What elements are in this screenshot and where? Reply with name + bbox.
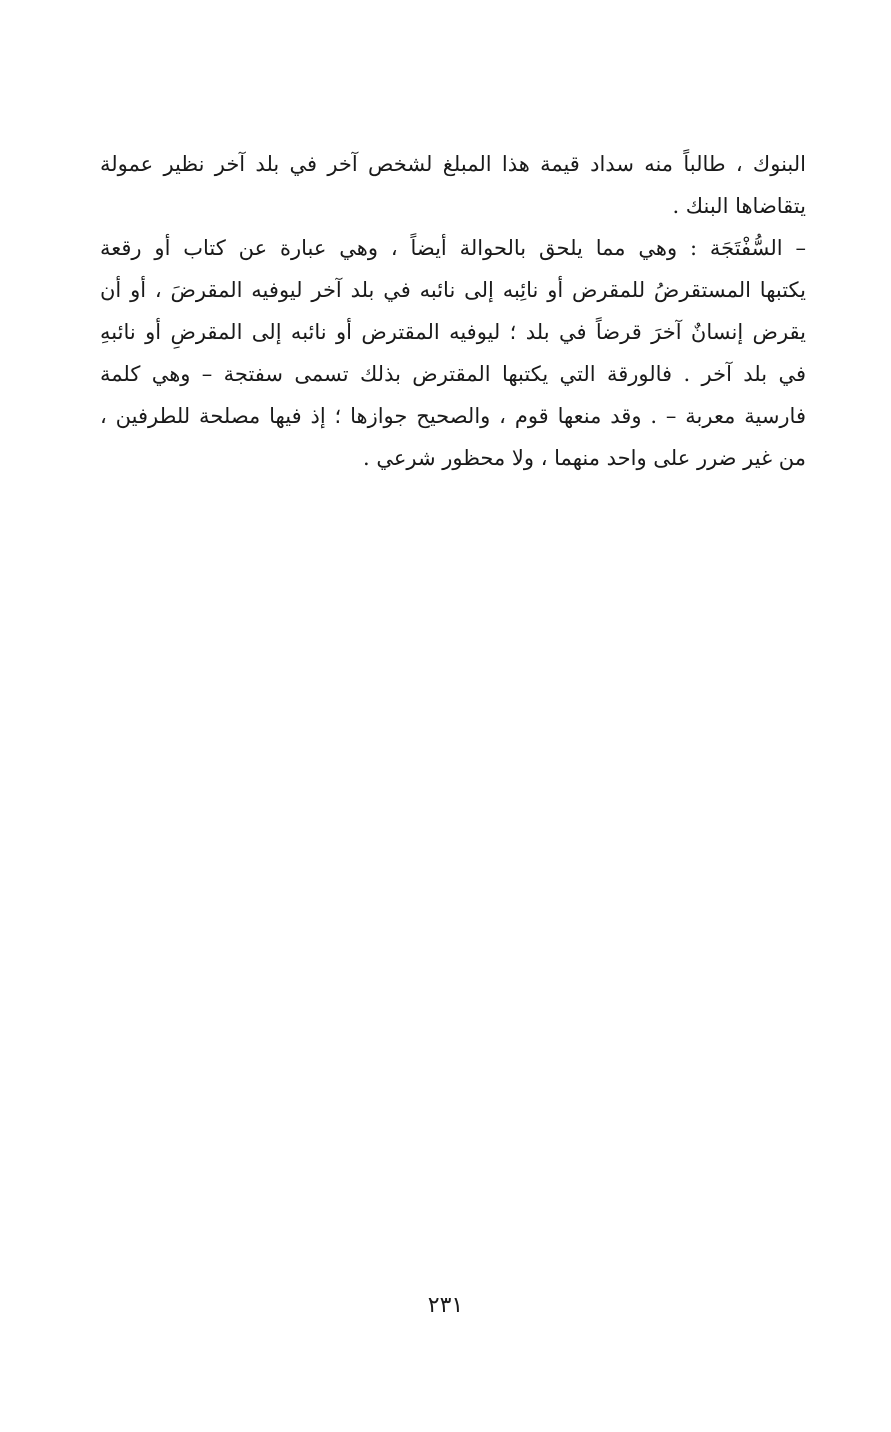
paragraph-2-line-4: في بلد آخر . فالورقة التي يكتبها المقترض بذلك تسمى سفتجة – وهي كلمة <box>100 362 806 386</box>
paragraph-1-line-2: يتقاضاها البنك . <box>672 194 806 218</box>
page-number: ٢٣١ <box>427 1293 464 1318</box>
paragraph-2-line-6: من غير ضرر على واحد منهما ، ولا محظور شرعي . <box>362 446 806 470</box>
paragraph-2-line-1: – السُّفْتَجَة : وهي مما يلحق بالحوالة أيضاً ، وهي عبارة عن كتاب أو رقعة <box>100 236 806 260</box>
paragraph-1-line-1: البنوك ، طالباً منه سداد قيمة هذا المبلغ لشخص آخر في بلد آخر نظير عمولة <box>100 152 806 176</box>
paragraph-2-line-3: يقرض إنسانٌ آخرَ قرضاً في بلد ؛ ليوفيه المقترض أو نائبه إلى المقرضِ أو نائبهِ <box>100 320 806 344</box>
paragraph-2-line-2: يكتبها المستقرضُ للمقرض أو نائِبه إلى نائبه في بلد آخر ليوفيه المقرضَ ، أو أن <box>100 278 806 302</box>
body-text <box>100 143 806 479</box>
paragraph-2-line-5: فارسية معربة – . وقد منعها قوم ، والصحيح جوازها ؛ إذ فيها مصلحة للطرفين ، <box>100 404 806 428</box>
